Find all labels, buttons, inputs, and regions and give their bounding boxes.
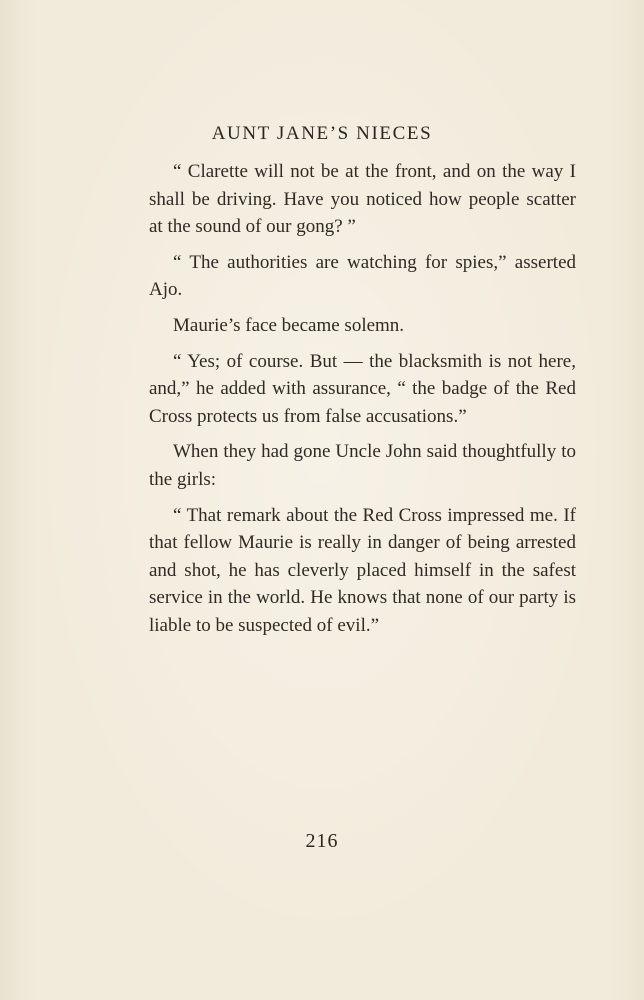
paragraph-5: When they had gone Uncle John said thoughtfully to the girls:	[149, 441, 576, 490]
paragraph-3: Maurie’s face became solemn.	[173, 314, 405, 336]
body-text	[149, 158, 576, 640]
paragraph-2: “ The authorities are watching for spies,” asserted Ajo.	[149, 251, 576, 301]
paragraph-6: “ That remark about the Red Cross impressed me. If that fellow Maurie is really in danger of being arrested and shot, he has cleverly placed himself in the safest service in the world. He knows that none of our party is liable to be suspected of evil.”	[149, 504, 576, 636]
running-head: AUNT JANE’S NIECES	[211, 123, 433, 144]
paragraph-4: “ Yes; of course. But — the blacksmith is not here, and,” he added with assurance, “ the badge of the Red Cross protects us from false accusations.”	[149, 350, 576, 427]
paragraph-1: “ Clarette will not be at the front, and on the way I shall be driving. Have you noticed how people scatter at the sound of our gong? ”	[149, 161, 576, 238]
page-number: 216	[305, 830, 339, 852]
